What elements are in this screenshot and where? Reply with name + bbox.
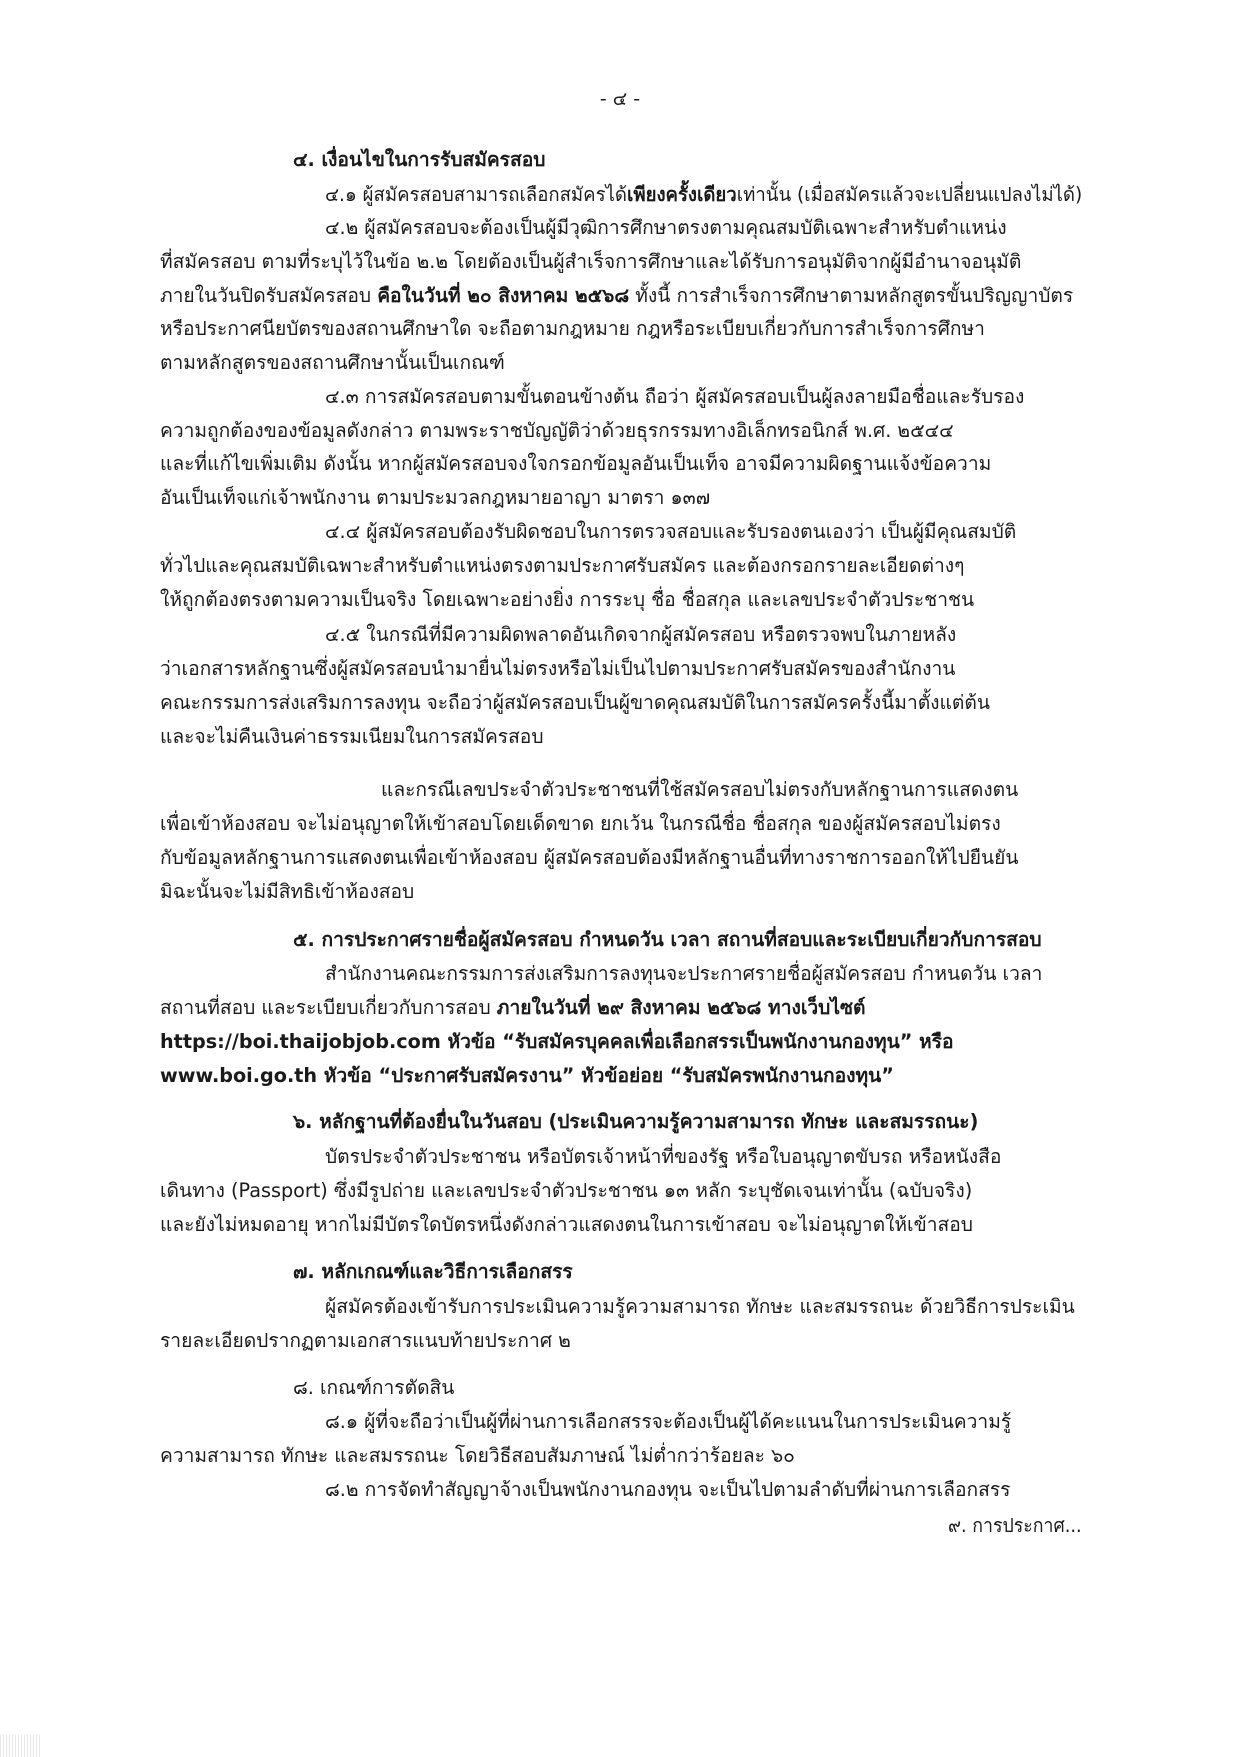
paragraph-4-4-line: ทั่วไปและคุณสมบัติเฉพาะสำหรับตำแหน่งตรงตามประกาศรับสมัคร และต้องกรอกรายละเอียดต่างๆ — [160, 554, 965, 577]
section-5-heading: ๕. การประกาศรายชื่อผู้สมัครสอบ กำหนดวัน เวลา สถานที่สอบและระเบียบเกี่ยวกับการสอบ — [293, 928, 1042, 951]
paragraph-4-2-line: ที่สมัครสอบ ตามที่ระบุไว้ในข้อ ๒.๒ โดยต้องเป็นผู้สำเร็จการศึกษาและได้รับการอนุมัติจากผู้มีอำนาจอนุมัติ — [160, 250, 1022, 273]
section-5-line: สถานที่สอบ และระเบียบเกี่ยวกับการสอบ ภายในวันที่ ๒๙ สิงหาคม ๒๕๖๘ ทางเว็บไซต์ — [160, 996, 866, 1019]
paragraph-4-6-line: มิฉะนั้นจะไม่มีสิทธิเข้าห้องสอบ — [160, 880, 415, 903]
paragraph-4-2-line: ๔.๒ ผู้สมัครสอบจะต้องเป็นผู้มีวุฒิการศึกษาตรงตามคุณสมบัติเฉพาะสำหรับตำแหน่ง — [325, 216, 1007, 239]
paragraph-4-3-line: ๔.๓ การสมัครสอบตามขั้นตอนข้างต้น ถือว่า ผู้สมัครสอบเป็นผู้ลงลายมือชื่อและรับรอง — [325, 385, 1025, 408]
paragraph-4-2-line: หรือประกาศนียบัตรของสถานศึกษาใด จะถือตามกฎหมาย กฎหรือระเบียบเกี่ยวกับการสำเร็จการศึกษา — [160, 317, 985, 340]
paragraph-4-5-line: คณะกรรมการส่งเสริมการลงทุน จะถือว่าผู้สมัครสอบเป็นผู้ขาดคุณสมบัติในการสมัครครั้งนี้มาตั้งแต่ต้น — [160, 691, 990, 714]
section-5-line: www.boi.go.th หัวข้อ “ประกาศรับสมัครงาน” หัวข้อย่อย “รับสมัครพนักงานกองทุน” — [160, 1064, 894, 1087]
scan-artifact — [0, 1735, 40, 1757]
section-4-heading: ๔. เงื่อนไขในการรับสมัครสอบ — [293, 148, 546, 171]
page-number: - ๔ - — [599, 88, 641, 110]
paragraph-4-2-line: ตามหลักสูตรของสถานศึกษานั้นเป็นเกณฑ์ — [160, 351, 505, 374]
paragraph-8-2: ๘.๒ การจัดทำสัญญาจ้างเป็นพนักงานกองทุน จะเป็นไปตามลำดับที่ผ่านการเลือกสรร — [325, 1478, 1011, 1501]
section-8-heading: ๘. เกณฑ์การตัดสิน — [293, 1376, 455, 1399]
paragraph-4-3-line: ความถูกต้องของข้อมูลดังกล่าว ตามพระราชบัญญัติว่าด้วยธุรกรรมทางอิเล็กทรอนิกส์ พ.ศ. ๒๕๔๔ — [160, 419, 954, 442]
continuation-note: ๙. การประกาศ... — [948, 1514, 1082, 1537]
paragraph-4-5-line: และจะไม่คืนเงินค่าธรรมเนียมในการสมัครสอบ — [160, 725, 544, 748]
paragraph-8-1-line: ๘.๑ ผู้ที่จะถือว่าเป็นผู้ที่ผ่านการเลือกสรรจะต้องเป็นผู้ได้คะแนนในการประเมินความรู้ — [325, 1410, 1012, 1433]
paragraph-4-6-line: และกรณีเลขประจำตัวประชาชนที่ใช้สมัครสอบไม่ตรงกับหลักฐานการแสดงตน — [381, 778, 1019, 801]
section-5-line: สำนักงานคณะกรรมการส่งเสริมการลงทุนจะประกาศรายชื่อผู้สมัครสอบ กำหนดวัน เวลา — [325, 962, 1043, 985]
section-6-heading: ๖. หลักฐานที่ต้องยื่นในวันสอบ (ประเมินความรู้ความสามารถ ทักษะ และสมรรถนะ) — [293, 1110, 979, 1133]
section-7-line: รายละเอียดปรากฏตามเอกสารแนบท้ายประกาศ ๒ — [160, 1329, 571, 1352]
section-6-line: และยังไม่หมดอายุ หากไม่มีบัตรใดบัตรหนึ่งดังกล่าวแสดงตนในการเข้าสอบ จะไม่อนุญาตให้เข้าสอบ — [160, 1213, 973, 1236]
paragraph-4-1: ๔.๑ ผู้สมัครสอบสามารถเลือกสมัครได้เพียงครั้งเดียวเท่านั้น (เมื่อสมัครแล้วจะเปลี่ยนแปลงไม่ได้) — [325, 183, 1083, 206]
section-6-line: เดินทาง (Passport) ซึ่งมีรูปถ่าย และเลขประจำตัวประชาชน ๑๓ หลัก ระบุชัดเจนเท่านั้น (ฉบับจริง) — [160, 1179, 973, 1202]
section-7-line: ผู้สมัครต้องเข้ารับการประเมินความรู้ความสามารถ ทักษะ และสมรรถนะ ด้วยวิธีการประเมิน — [325, 1295, 1075, 1318]
section-7-heading: ๗. หลักเกณฑ์และวิธีการเลือกสรร — [293, 1260, 573, 1283]
paragraph-4-4-line: ให้ถูกต้องตรงตามความเป็นจริง โดยเฉพาะอย่างยิ่ง การระบุ ชื่อ ชื่อสกุล และเลขประจำตัวประชาชน — [160, 588, 975, 611]
paragraph-8-1-line: ความสามารถ ทักษะ และสมรรถนะ โดยวิธีสอบสัมภาษณ์ ไม่ต่ำกว่าร้อยละ ๖๐ — [160, 1444, 795, 1467]
section-6-line: บัตรประจำตัวประชาชน หรือบัตรเจ้าหน้าที่ของรัฐ หรือใบอนุญาตขับรถ หรือหนังสือ — [325, 1145, 1002, 1168]
section-5-line: https://boi.thaijobjob.com หัวข้อ “รับสมัครบุคคลเพื่อเลือกสรรเป็นพนักงานกองทุน” หรือ — [160, 1030, 954, 1053]
paragraph-4-6-line: เพื่อเข้าห้องสอบ จะไม่อนุญาตให้เข้าสอบโดยเด็ดขาด ยกเว้น ในกรณีชื่อ ชื่อสกุล ของผู้สมัครสอบไม่ตรง — [160, 812, 1001, 835]
paragraph-4-3-line: และที่แก้ไขเพิ่มเติม ดังนั้น หากผู้สมัครสอบจงใจกรอกข้อมูลอันเป็นเท็จ อาจมีความผิดฐานแจ้งข้อความ — [160, 452, 992, 475]
paragraph-4-3-line: อันเป็นเท็จแก่เจ้าพนักงาน ตามประมวลกฎหมายอาญา มาตรา ๑๓๗ — [160, 486, 711, 509]
paragraph-4-5-line: ๔.๕ ในกรณีที่มีความผิดพลาดอันเกิดจากผู้สมัครสอบ หรือตรวจพบในภายหลัง — [325, 623, 957, 646]
paragraph-4-2-line: ภายในวันปิดรับสมัครสอบ คือในวันที่ ๒๐ สิงหาคม ๒๕๖๘ ทั้งนี้ การสำเร็จการศึกษาตามหลักสูตรขั้นปริญญาบัตร — [160, 284, 1074, 307]
paragraph-4-6-line: กับข้อมูลหลักฐานการแสดงตนเพื่อเข้าห้องสอบ ผู้สมัครสอบต้องมีหลักฐานอื่นที่ทางราชการออกให้ไปยืนยัน — [160, 846, 1019, 869]
paragraph-4-4-line: ๔.๔ ผู้สมัครสอบต้องรับผิดชอบในการตรวจสอบและรับรองตนเองว่า เป็นผู้มีคุณสมบัติ — [325, 520, 1017, 543]
paragraph-4-5-line: ว่าเอกสารหลักฐานซึ่งผู้สมัครสอบนำมายื่นไม่ตรงหรือไม่เป็นไปตามประกาศรับสมัครของสำนักงาน — [160, 657, 956, 680]
